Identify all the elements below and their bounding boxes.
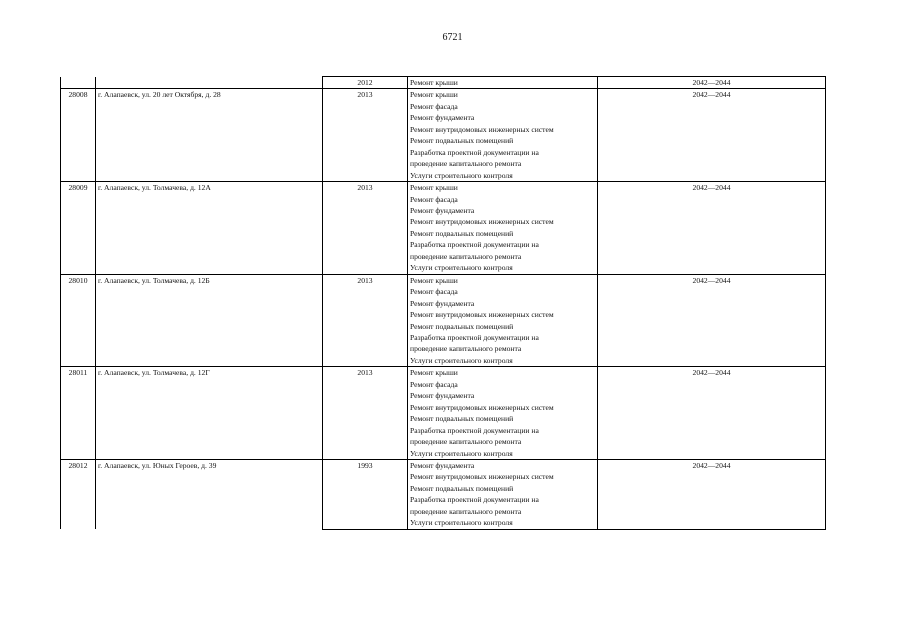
page-number: 6721 bbox=[442, 32, 463, 43]
table-row bbox=[61, 367, 826, 460]
row-number: 28008 bbox=[61, 89, 96, 182]
work-item: Ремонт фундамента bbox=[410, 113, 475, 123]
period-cell: 2042—2044 bbox=[598, 89, 826, 182]
work-item: Разработка проектной документации на bbox=[410, 147, 539, 157]
period-cell: 2042—2044 bbox=[598, 274, 826, 367]
work-item: Ремонт фундамента bbox=[410, 391, 475, 401]
work-item: Разработка проектной документации на bbox=[410, 240, 539, 250]
work-item: Услуги строительного контроля bbox=[410, 170, 513, 180]
work-item: Ремонт крыши bbox=[410, 275, 458, 285]
work-item: Ремонт фасада bbox=[410, 194, 458, 204]
work-item: Ремонт крыши bbox=[410, 183, 458, 193]
address-cell bbox=[96, 77, 323, 89]
period-cell: 2042—2044 bbox=[598, 182, 826, 275]
table-row bbox=[61, 459, 826, 529]
period-cell: 2042—2044 bbox=[598, 367, 826, 460]
work-item: Ремонт фасада bbox=[410, 379, 458, 389]
work-item: Услуги строительного контроля bbox=[410, 448, 513, 458]
year-cell: 2013 bbox=[323, 367, 408, 460]
work-item: Ремонт внутридомовых инженерных систем bbox=[410, 217, 554, 227]
work-item: Ремонт подвальных помещений bbox=[410, 228, 514, 238]
work-item: Услуги строительного контроля bbox=[410, 263, 513, 273]
row-number: 28011 bbox=[61, 367, 96, 460]
works-cell bbox=[408, 459, 598, 529]
work-item: проведение капитального ремонта bbox=[410, 159, 522, 169]
year-cell: 2012 bbox=[323, 77, 408, 89]
work-item: Разработка проектной документации на bbox=[410, 332, 539, 342]
year-cell: 2013 bbox=[323, 274, 408, 367]
year-cell: 1993 bbox=[323, 459, 408, 529]
repair-schedule-table bbox=[60, 76, 826, 530]
year-cell: 2013 bbox=[323, 89, 408, 182]
works-cell bbox=[408, 274, 598, 367]
works-cell bbox=[408, 77, 598, 89]
row-number: 28012 bbox=[61, 459, 96, 529]
row-number: 28009 bbox=[61, 182, 96, 275]
work-item: Разработка проектной документации на bbox=[410, 425, 539, 435]
work-item: Ремонт внутридомовых инженерных систем bbox=[410, 310, 554, 320]
address-cell: г. Алапаевск, ул. Юных Героев, д. 39 bbox=[96, 459, 323, 529]
work-item: Ремонт внутридомовых инженерных систем bbox=[410, 472, 554, 482]
work-item: проведение капитального ремонта bbox=[410, 506, 522, 516]
table-row bbox=[61, 182, 826, 275]
address-cell: г. Алапаевск, ул. 20 лет Октября, д. 28 bbox=[96, 89, 323, 182]
table-body bbox=[61, 77, 826, 530]
table-row bbox=[61, 89, 826, 182]
period-cell: 2042—2044 bbox=[598, 459, 826, 529]
work-item: Ремонт подвальных помещений bbox=[410, 321, 514, 331]
address-cell: г. Алапаевск, ул. Толмачева, д. 12Г bbox=[96, 367, 323, 460]
work-item: проведение капитального ремонта bbox=[410, 344, 522, 354]
work-item: Ремонт крыши bbox=[410, 78, 458, 87]
work-item: Ремонт подвальных помещений bbox=[410, 136, 514, 146]
work-item: Ремонт подвальных помещений bbox=[410, 414, 514, 424]
work-item: Ремонт крыши bbox=[410, 90, 458, 100]
work-item: Ремонт фасада bbox=[410, 101, 458, 111]
work-item: Ремонт крыши bbox=[410, 368, 458, 378]
work-item: Разработка проектной документации на bbox=[410, 495, 539, 505]
row-number: 28010 bbox=[61, 274, 96, 367]
works-cell bbox=[408, 89, 598, 182]
address-cell: г. Алапаевск, ул. Толмачева, д. 12Б bbox=[96, 274, 323, 367]
work-item: Ремонт фундамента bbox=[410, 298, 475, 308]
work-item: проведение капитального ремонта bbox=[410, 437, 522, 447]
address-cell: г. Алапаевск, ул. Толмачева, д. 12А bbox=[96, 182, 323, 275]
work-item: Ремонт внутридомовых инженерных систем bbox=[410, 124, 554, 134]
row-number bbox=[61, 77, 96, 89]
work-item: Ремонт внутридомовых инженерных систем bbox=[410, 402, 554, 412]
table-row bbox=[61, 77, 826, 89]
work-item: Услуги строительного контроля bbox=[410, 518, 513, 528]
work-item: Ремонт фундамента bbox=[410, 460, 475, 470]
works-cell bbox=[408, 182, 598, 275]
work-item: Ремонт фасада bbox=[410, 287, 458, 297]
work-item: Ремонт подвальных помещений bbox=[410, 483, 514, 493]
works-cell bbox=[408, 367, 598, 460]
table-row bbox=[61, 274, 826, 367]
work-item: проведение капитального ремонта bbox=[410, 251, 522, 261]
year-cell: 2013 bbox=[323, 182, 408, 275]
work-item: Ремонт фундамента bbox=[410, 205, 475, 215]
period-cell: 2042—2044 bbox=[598, 77, 826, 89]
work-item: Услуги строительного контроля bbox=[410, 355, 513, 365]
